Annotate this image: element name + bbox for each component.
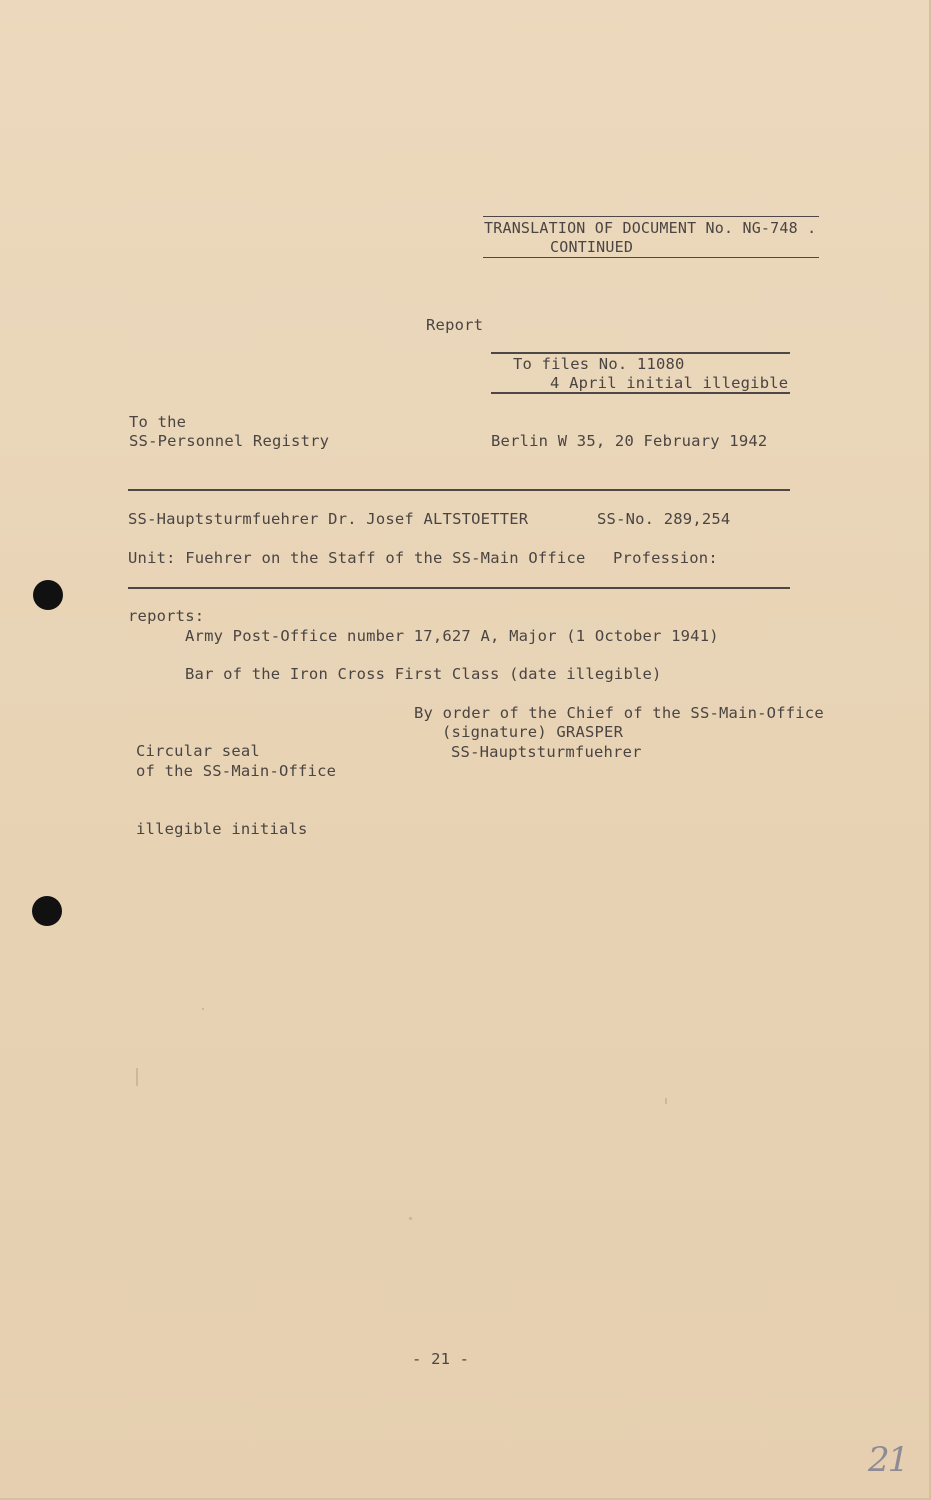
signature-line2: (signature) GRASPER (442, 723, 624, 741)
reports-label: reports: (128, 607, 205, 625)
file-ref-line1: To files No. 11080 (513, 355, 685, 373)
handwritten-page-number: 21 (868, 1440, 908, 1480)
file-ref-bottom-rule (491, 392, 790, 394)
paper-speck (202, 1008, 204, 1010)
initials-note: illegible initials (136, 820, 308, 838)
header-top-rule (483, 216, 819, 217)
header-bottom-rule (483, 257, 819, 258)
file-ref-line2: 4 April initial illegible (550, 374, 789, 392)
profession-label: Profession: (613, 549, 718, 567)
divider-bottom (128, 587, 790, 589)
continued-label: CONTINUED (550, 238, 634, 256)
paper-speck (665, 1098, 667, 1104)
signature-line1: By order of the Chief of the SS-Main-Office (414, 704, 824, 722)
paper-speck (136, 1068, 138, 1086)
report-item-iron-cross: Bar of the Iron Cross First Class (date illegible) (185, 665, 662, 683)
report-item-army-post: Army Post-Office number 17,627 A, Major (1 October 1941) (185, 627, 719, 645)
seal-line1: Circular seal (136, 742, 260, 760)
translation-title: TRANSLATION OF DOCUMENT No. NG-748 . (484, 219, 817, 237)
place-date: Berlin W 35, 20 February 1942 (491, 432, 768, 450)
file-ref-top-rule (491, 352, 790, 354)
addressee-line2: SS-Personnel Registry (129, 432, 330, 450)
unit-line: Unit: Fuehrer on the Staff of the SS-Main Office (128, 549, 586, 567)
punch-hole-bottom (32, 896, 62, 926)
paper-speck (409, 1217, 412, 1220)
report-title: Report (426, 316, 484, 334)
punch-hole-top (33, 580, 63, 610)
signature-line3: SS-Hauptsturmfuehrer (451, 743, 642, 761)
person-name-line: SS-Hauptsturmfuehrer Dr. Josef ALTSTOETTER (128, 510, 529, 528)
divider-top (128, 489, 790, 491)
addressee-line1: To the (129, 413, 187, 431)
ss-number: SS-No. 289,254 (597, 510, 731, 528)
page-number: - 21 - (412, 1350, 470, 1368)
seal-line2: of the SS-Main-Office (136, 762, 337, 780)
